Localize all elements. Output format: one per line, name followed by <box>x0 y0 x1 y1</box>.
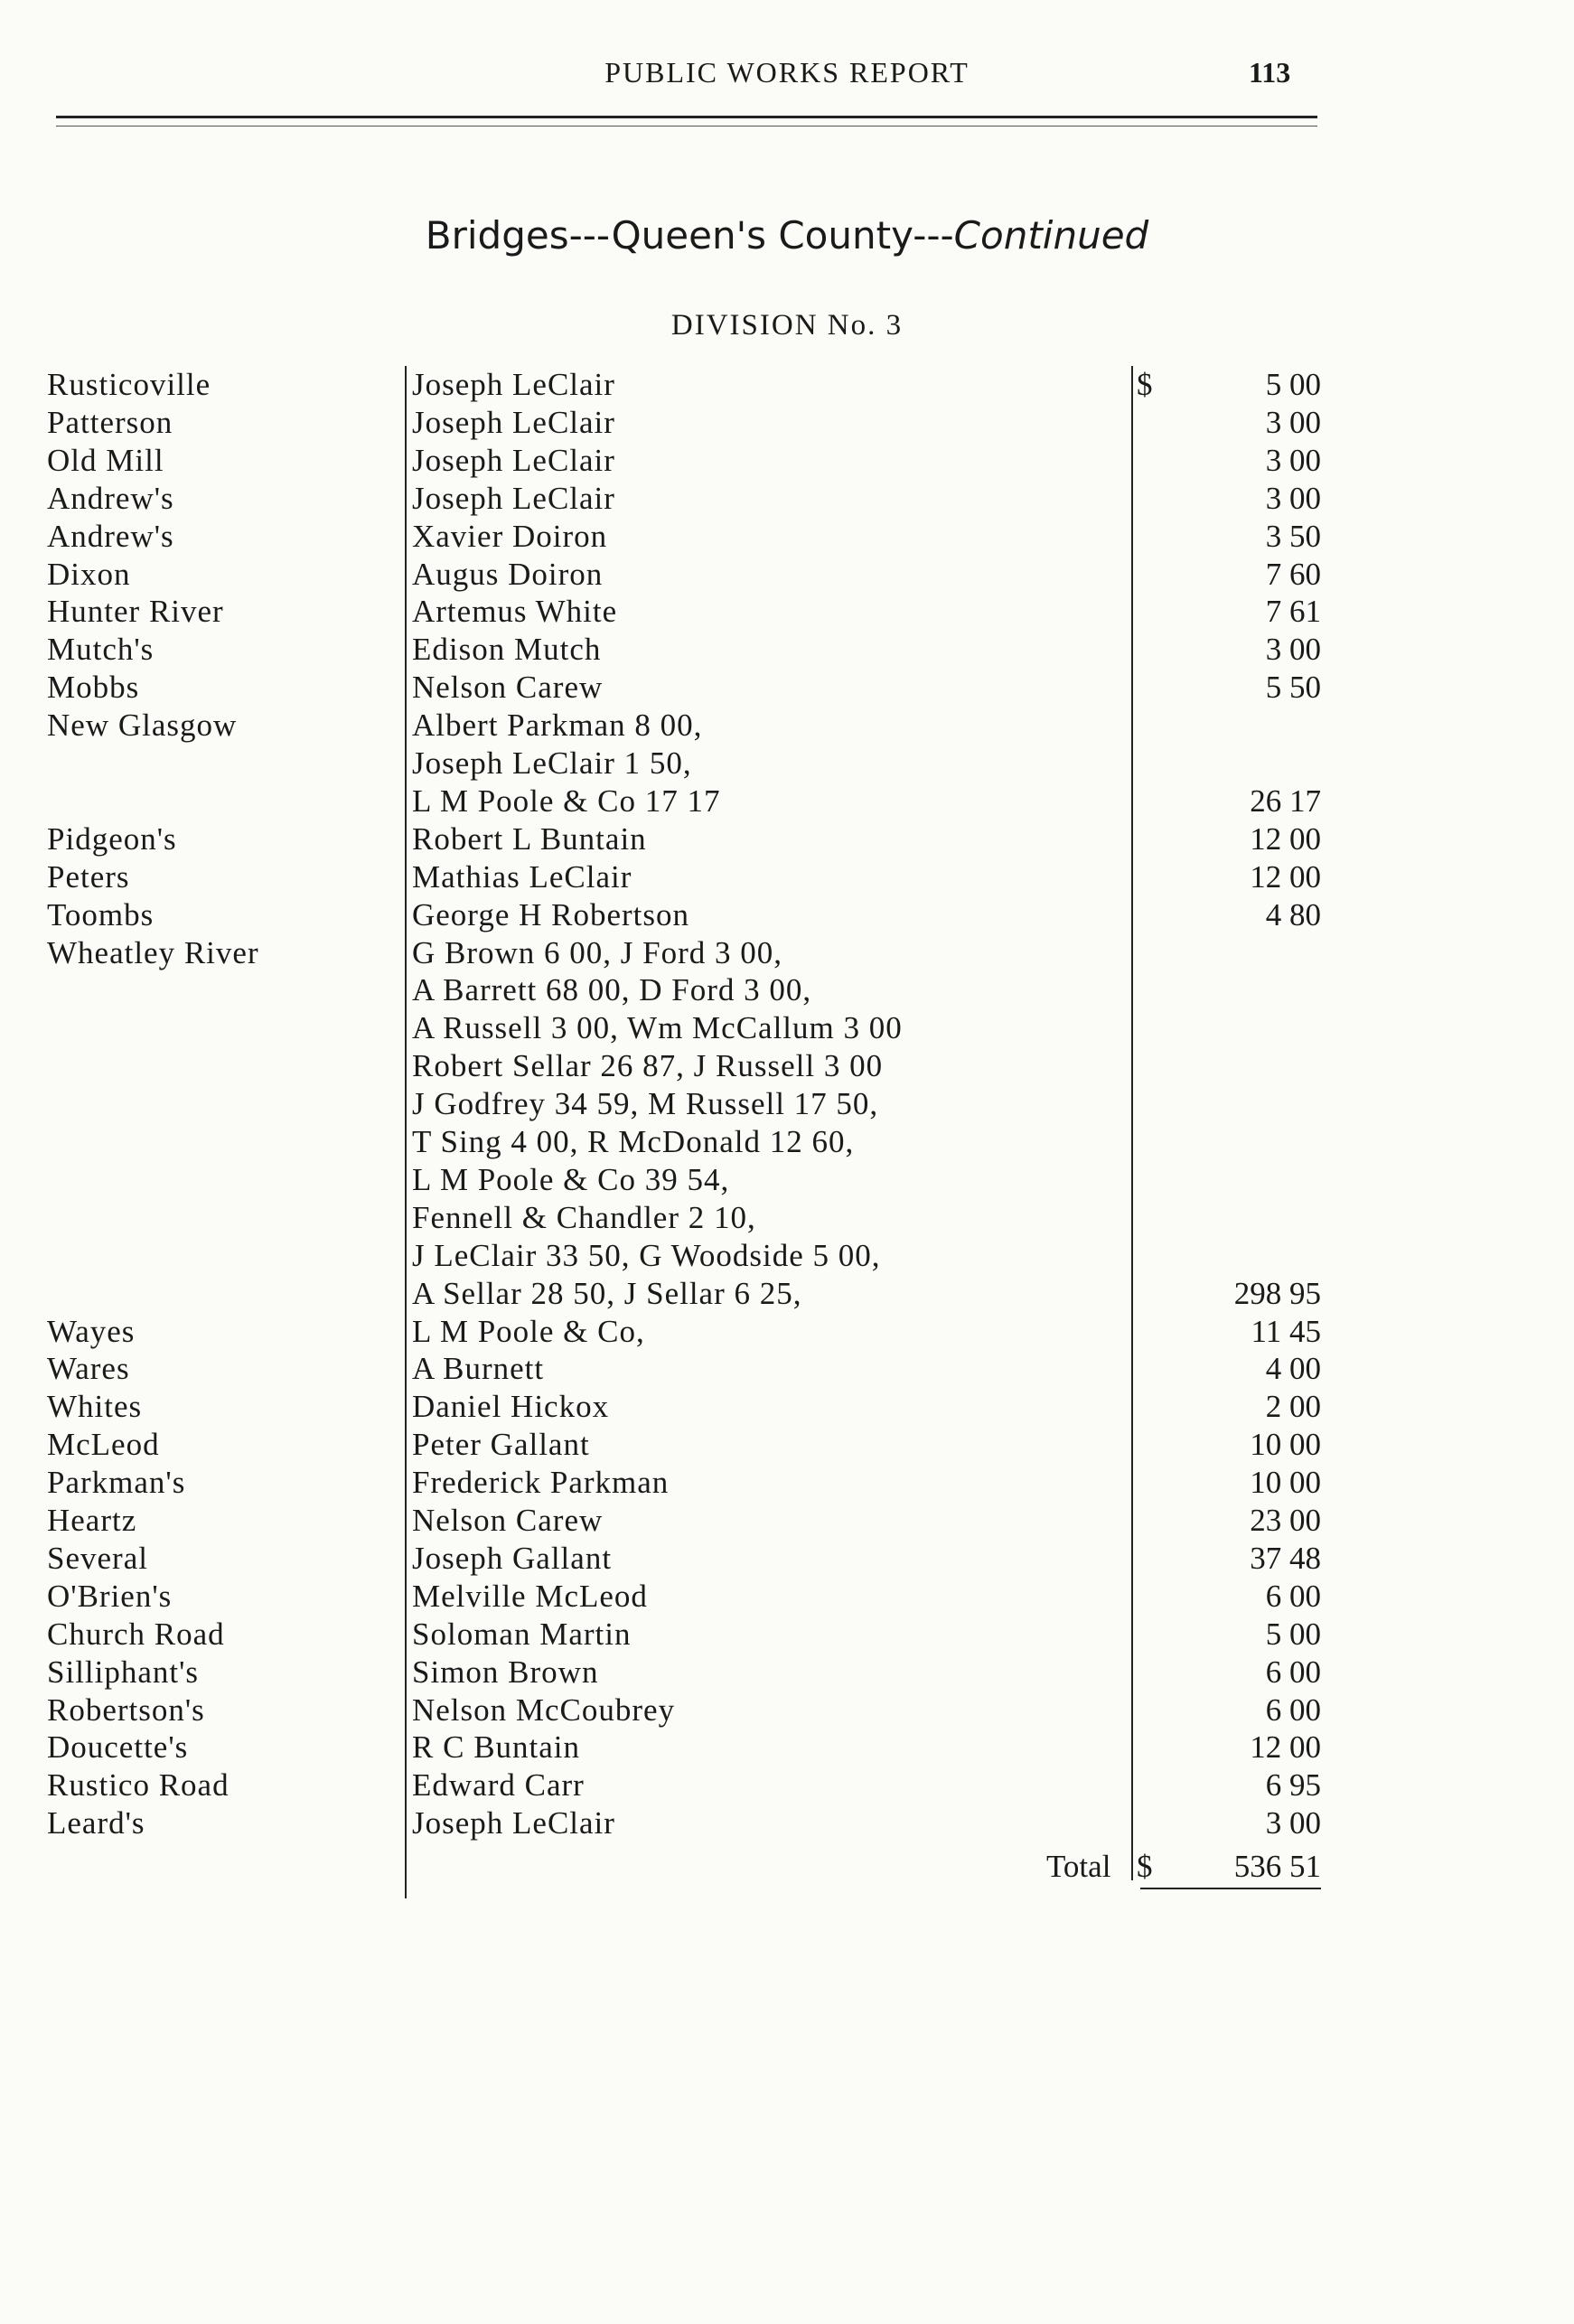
bridge-name: Wayes <box>47 1313 136 1349</box>
table-row <box>0 707 1574 745</box>
table-row <box>0 631 1574 669</box>
section-heading-main: Bridges---Queen's County--- <box>425 213 954 258</box>
table-row <box>0 1804 1574 1842</box>
payee: J LeClair 33 50, G Woodside 5 00, <box>412 1237 881 1273</box>
amount: 5 00 <box>1265 367 1321 402</box>
bridge-name: Andrew's <box>47 518 174 554</box>
header-rule-thin <box>56 126 1317 127</box>
table-row <box>0 1350 1574 1388</box>
bridge-name: Rustico Road <box>47 1767 230 1804</box>
payee: Nelson Carew <box>412 670 604 706</box>
amount: 10 00 <box>1250 1427 1321 1463</box>
table-row <box>0 1009 1574 1047</box>
payee: Mathias LeClair <box>412 858 632 895</box>
table-row <box>0 1085 1574 1123</box>
table-row <box>0 1502 1574 1540</box>
amount: 12 00 <box>1250 1729 1321 1766</box>
total-currency: $ <box>1137 1849 1153 1885</box>
currency-symbol: $ <box>1137 367 1153 402</box>
section-heading-continued: Continued <box>953 213 1149 258</box>
payee: Joseph LeClair 1 50, <box>412 745 692 781</box>
payee: Joseph Gallant <box>412 1540 613 1576</box>
bridge-name: Dixon <box>47 556 131 592</box>
header-rule <box>56 116 1317 118</box>
bridge-name: McLeod <box>47 1427 160 1463</box>
table-row <box>0 971 1574 1009</box>
table-row <box>0 934 1574 972</box>
section-heading <box>0 213 1574 258</box>
table-row <box>0 1313 1574 1351</box>
payee: Edward Carr <box>412 1767 585 1804</box>
payee: Peter Gallant <box>412 1427 590 1463</box>
payee: A Sellar 28 50, J Sellar 6 25, <box>412 1275 802 1311</box>
payee: Nelson McCoubrey <box>412 1691 676 1728</box>
bridge-name: Several <box>47 1540 148 1576</box>
amount: 23 00 <box>1250 1503 1321 1538</box>
payee: Xavier Doiron <box>412 518 608 554</box>
payee: Albert Parkman 8 00, <box>412 708 703 744</box>
amount: 6 00 <box>1265 1578 1321 1614</box>
amount: 3 00 <box>1265 480 1321 516</box>
table-row <box>0 593 1574 631</box>
amount: 3 00 <box>1265 442 1321 478</box>
table-row <box>0 518 1574 556</box>
bridge-name: Church Road <box>47 1616 225 1652</box>
table-row <box>0 669 1574 707</box>
amount-column-divider <box>1131 366 1133 1880</box>
table-row <box>0 1388 1574 1426</box>
table-row <box>0 1729 1574 1766</box>
payee: Augus Doiron <box>412 556 604 592</box>
amount: 4 00 <box>1265 1351 1321 1387</box>
table-row <box>0 1161 1574 1199</box>
payee: Edison Mutch <box>412 632 602 668</box>
table-row <box>0 1654 1574 1691</box>
amount: 3 00 <box>1265 1805 1321 1841</box>
payee: Nelson Carew <box>412 1503 604 1538</box>
table-row <box>0 1047 1574 1085</box>
amount: 7 60 <box>1265 556 1321 592</box>
table-row <box>0 745 1574 782</box>
bridge-name: Hunter River <box>47 594 224 630</box>
payee: A Russell 3 00, Wm McCallum 3 00 <box>412 1010 903 1046</box>
amount: 3 50 <box>1265 518 1321 554</box>
amount: 6 00 <box>1265 1654 1321 1690</box>
amount: 3 00 <box>1265 632 1321 668</box>
payee: Joseph LeClair <box>412 367 615 402</box>
table-row <box>0 1464 1574 1502</box>
payee: Joseph LeClair <box>412 442 615 478</box>
amount: 5 00 <box>1265 1616 1321 1652</box>
bridge-name: Toombs <box>47 896 155 932</box>
column-divider <box>405 366 407 1898</box>
payee: G Brown 6 00, J Ford 3 00, <box>412 934 783 970</box>
bridge-name: Rusticoville <box>47 367 211 402</box>
payee: Frederick Parkman <box>412 1465 670 1501</box>
amount: 5 50 <box>1265 670 1321 706</box>
amount: 12 00 <box>1250 858 1321 895</box>
table-row <box>0 1123 1574 1161</box>
amount: 6 00 <box>1265 1691 1321 1728</box>
payee: A Barrett 68 00, D Ford 3 00, <box>412 972 812 1008</box>
amount: 7 61 <box>1265 594 1321 630</box>
payee: A Burnett <box>412 1351 545 1387</box>
payee: J Godfrey 34 59, M Russell 17 50, <box>412 1086 879 1122</box>
payee: Joseph LeClair <box>412 480 615 516</box>
amount: 4 80 <box>1265 896 1321 932</box>
payee: Joseph LeClair <box>412 404 615 440</box>
table-row <box>0 1578 1574 1616</box>
bridge-name: Leard's <box>47 1805 145 1841</box>
amount: 2 00 <box>1265 1389 1321 1425</box>
bridge-name: Old Mill <box>47 442 164 478</box>
table-row <box>0 820 1574 858</box>
table-row <box>0 366 1574 404</box>
table-row <box>0 404 1574 442</box>
payee: T Sing 4 00, R McDonald 12 60, <box>412 1124 855 1159</box>
division-label: DIVISION No. 3 <box>670 309 904 342</box>
bridge-name: Heartz <box>47 1503 137 1538</box>
bridge-name: Patterson <box>47 404 173 440</box>
payee: Simon Brown <box>412 1654 599 1690</box>
table-row <box>0 556 1574 594</box>
payee: Daniel Hickox <box>412 1389 610 1425</box>
bridge-name: Doucette's <box>47 1729 189 1766</box>
amount: 6 95 <box>1265 1767 1321 1804</box>
payee: L M Poole & Co, <box>412 1313 645 1349</box>
total-label: Total <box>1046 1849 1111 1885</box>
total-underline <box>1140 1888 1321 1889</box>
amount: 26 17 <box>1250 782 1321 819</box>
table-row <box>0 1426 1574 1464</box>
bridge-name: Wares <box>47 1351 130 1387</box>
payee: Joseph LeClair <box>412 1805 615 1841</box>
total-amount: 536 51 <box>1233 1849 1321 1885</box>
table-row <box>0 782 1574 820</box>
table-row <box>0 1616 1574 1654</box>
bridge-name: Whites <box>47 1389 143 1425</box>
bridge-name: Wheatley River <box>47 934 259 970</box>
table-row <box>0 1691 1574 1729</box>
amount: 3 00 <box>1265 404 1321 440</box>
table-row <box>0 858 1574 896</box>
amount: 11 45 <box>1251 1313 1321 1349</box>
bridge-name: Mobbs <box>47 670 140 706</box>
amount: 37 48 <box>1250 1540 1321 1576</box>
bridge-name: New Glasgow <box>47 708 238 744</box>
bridge-name: Pidgeon's <box>47 820 177 857</box>
payee: L M Poole & Co 17 17 <box>412 782 721 819</box>
payee: L M Poole & Co 39 54, <box>412 1161 730 1197</box>
amount: 12 00 <box>1250 820 1321 857</box>
payee: George H Robertson <box>412 896 690 932</box>
payee: R C Buntain <box>412 1729 581 1766</box>
payee: Melville McLeod <box>412 1578 648 1614</box>
bridge-name: Andrew's <box>47 480 174 516</box>
table-row <box>0 1237 1574 1275</box>
table-row <box>0 1199 1574 1237</box>
table-row <box>0 1275 1574 1313</box>
bridge-name: O'Brien's <box>47 1578 173 1614</box>
bridge-name: Silliphant's <box>47 1654 200 1690</box>
payee: Soloman Martin <box>412 1616 632 1652</box>
payee: Artemus White <box>412 594 618 630</box>
payee: Robert L Buntain <box>412 820 647 857</box>
page-number: 113 <box>1249 56 1291 89</box>
bridge-name: Mutch's <box>47 632 155 668</box>
amount: 298 95 <box>1233 1275 1321 1311</box>
bridge-name: Robertson's <box>47 1691 205 1728</box>
bridge-name: Parkman's <box>47 1465 186 1501</box>
table-row <box>0 480 1574 518</box>
payee: Robert Sellar 26 87, J Russell 3 00 <box>412 1048 884 1084</box>
table-row <box>0 442 1574 480</box>
page-header-title: PUBLIC WORKS REPORT <box>604 56 970 89</box>
table-row <box>0 1766 1574 1804</box>
amount: 10 00 <box>1250 1465 1321 1501</box>
bridge-name: Peters <box>47 858 130 895</box>
table-row <box>0 1540 1574 1578</box>
table-row <box>0 896 1574 934</box>
payee: Fennell & Chandler 2 10, <box>412 1199 756 1235</box>
total-row <box>0 1848 1574 1886</box>
